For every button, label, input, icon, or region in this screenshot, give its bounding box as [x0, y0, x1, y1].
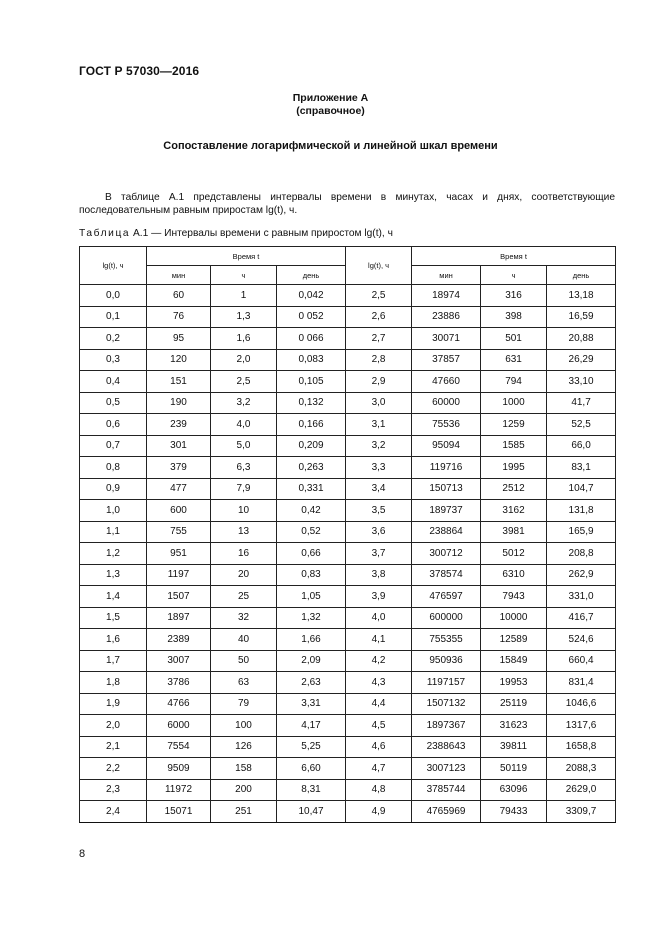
cell-days: 41,7 [547, 392, 616, 414]
cell-hours: 7,9 [211, 478, 277, 500]
cell-hours: 13 [211, 521, 277, 543]
time-intervals-table [79, 246, 616, 823]
cell-days: 0,83 [277, 564, 346, 586]
table-row [80, 521, 616, 543]
cell-lg-value: 2,2 [80, 758, 147, 780]
cell-days: 4,17 [277, 715, 346, 737]
cell-days: 0,083 [277, 349, 346, 371]
table-row [80, 629, 616, 651]
cell-minutes: 238864 [412, 521, 481, 543]
cell-hours: 10 [211, 500, 277, 522]
cell-lg-value: 3,4 [346, 478, 412, 500]
cell-minutes: 476597 [412, 586, 481, 608]
cell-days: 1317,6 [547, 715, 616, 737]
table-row [80, 435, 616, 457]
cell-lg-value: 2,4 [80, 801, 147, 823]
cell-lg-value: 3,9 [346, 586, 412, 608]
cell-hours: 25 [211, 586, 277, 608]
cell-minutes: 1197157 [412, 672, 481, 694]
cell-minutes: 3007 [147, 650, 211, 672]
cell-minutes: 76 [147, 306, 211, 328]
cell-lg-value: 4,4 [346, 693, 412, 715]
cell-minutes: 190 [147, 392, 211, 414]
cell-minutes: 4766 [147, 693, 211, 715]
header-lg-left: lg(t), ч [80, 247, 147, 285]
cell-minutes: 1897 [147, 607, 211, 629]
cell-days: 3309,7 [547, 801, 616, 823]
cell-days: 20,88 [547, 328, 616, 350]
cell-hours: 794 [481, 371, 547, 393]
table-row [80, 457, 616, 479]
cell-minutes: 18974 [412, 285, 481, 307]
cell-lg-value: 0,3 [80, 349, 147, 371]
cell-hours: 1,3 [211, 306, 277, 328]
cell-minutes: 379 [147, 457, 211, 479]
cell-hours: 4,0 [211, 414, 277, 436]
cell-minutes: 4765969 [412, 801, 481, 823]
cell-lg-value: 3,6 [346, 521, 412, 543]
cell-lg-value: 3,5 [346, 500, 412, 522]
cell-minutes: 477 [147, 478, 211, 500]
table-caption [79, 228, 393, 239]
table-row [80, 478, 616, 500]
cell-lg-value: 0,4 [80, 371, 147, 393]
cell-minutes: 300712 [412, 543, 481, 565]
cell-days: 26,29 [547, 349, 616, 371]
cell-days: 1,05 [277, 586, 346, 608]
subheader-min: мин [147, 266, 211, 285]
cell-lg-value: 2,6 [346, 306, 412, 328]
cell-hours: 79433 [481, 801, 547, 823]
cell-hours: 12589 [481, 629, 547, 651]
cell-days: 16,59 [547, 306, 616, 328]
cell-hours: 63 [211, 672, 277, 694]
cell-days: 831,4 [547, 672, 616, 694]
cell-minutes: 3007123 [412, 758, 481, 780]
cell-days: 2629,0 [547, 779, 616, 801]
cell-lg-value: 0,5 [80, 392, 147, 414]
cell-hours: 398 [481, 306, 547, 328]
cell-days: 331,0 [547, 586, 616, 608]
cell-days: 0,105 [277, 371, 346, 393]
cell-days: 165,9 [547, 521, 616, 543]
cell-hours: 40 [211, 629, 277, 651]
cell-lg-value: 4,7 [346, 758, 412, 780]
cell-minutes: 3785744 [412, 779, 481, 801]
cell-days: 6,60 [277, 758, 346, 780]
cell-lg-value: 3,2 [346, 435, 412, 457]
table-row [80, 693, 616, 715]
cell-lg-value: 1,7 [80, 650, 147, 672]
cell-minutes: 30071 [412, 328, 481, 350]
cell-days: 524,6 [547, 629, 616, 651]
cell-lg-value: 1,0 [80, 500, 147, 522]
cell-hours: 1,6 [211, 328, 277, 350]
cell-minutes: 7554 [147, 736, 211, 758]
cell-days: 131,8 [547, 500, 616, 522]
cell-minutes: 95094 [412, 435, 481, 457]
cell-days: 2,63 [277, 672, 346, 694]
cell-hours: 10000 [481, 607, 547, 629]
cell-lg-value: 0,2 [80, 328, 147, 350]
cell-minutes: 1197 [147, 564, 211, 586]
cell-lg-value: 3,0 [346, 392, 412, 414]
cell-lg-value: 3,8 [346, 564, 412, 586]
cell-minutes: 189737 [412, 500, 481, 522]
cell-minutes: 951 [147, 543, 211, 565]
cell-hours: 501 [481, 328, 547, 350]
cell-days: 83,1 [547, 457, 616, 479]
cell-minutes: 1897367 [412, 715, 481, 737]
table-row [80, 758, 616, 780]
cell-hours: 1995 [481, 457, 547, 479]
table-row [80, 650, 616, 672]
cell-minutes: 239 [147, 414, 211, 436]
cell-minutes: 119716 [412, 457, 481, 479]
cell-hours: 126 [211, 736, 277, 758]
cell-hours: 3981 [481, 521, 547, 543]
cell-hours: 31623 [481, 715, 547, 737]
subheader-day: день [547, 266, 616, 285]
table-row [80, 328, 616, 350]
cell-hours: 79 [211, 693, 277, 715]
cell-lg-value: 3,1 [346, 414, 412, 436]
cell-lg-value: 1,8 [80, 672, 147, 694]
table-row [80, 306, 616, 328]
table-row [80, 586, 616, 608]
caption-prefix: Таблица [79, 228, 131, 239]
table-body [80, 285, 616, 823]
cell-minutes: 95 [147, 328, 211, 350]
cell-hours: 1000 [481, 392, 547, 414]
table-row [80, 285, 616, 307]
subheader-hours: ч [211, 266, 277, 285]
appendix-title: Приложение А [292, 92, 369, 104]
cell-lg-value: 1,2 [80, 543, 147, 565]
cell-days: 262,9 [547, 564, 616, 586]
cell-hours: 63096 [481, 779, 547, 801]
cell-days: 1046,6 [547, 693, 616, 715]
cell-lg-value: 2,0 [80, 715, 147, 737]
cell-lg-value: 0,9 [80, 478, 147, 500]
cell-hours: 50119 [481, 758, 547, 780]
cell-days: 2,09 [277, 650, 346, 672]
cell-minutes: 600 [147, 500, 211, 522]
cell-lg-value: 0,7 [80, 435, 147, 457]
cell-days: 1,66 [277, 629, 346, 651]
cell-hours: 2,0 [211, 349, 277, 371]
cell-days: 66,0 [547, 435, 616, 457]
cell-days: 1658,8 [547, 736, 616, 758]
cell-minutes: 755 [147, 521, 211, 543]
cell-days: 660,4 [547, 650, 616, 672]
cell-lg-value: 4,6 [346, 736, 412, 758]
page-number: 8 [79, 848, 86, 860]
cell-minutes: 3786 [147, 672, 211, 694]
cell-minutes: 301 [147, 435, 211, 457]
cell-minutes: 150713 [412, 478, 481, 500]
table-row [80, 801, 616, 823]
header-lg-right: lg(t), ч [346, 247, 412, 285]
header-time-right: Время t [412, 247, 616, 266]
cell-hours: 251 [211, 801, 277, 823]
cell-hours: 2512 [481, 478, 547, 500]
cell-lg-value: 2,3 [80, 779, 147, 801]
cell-days: 208,8 [547, 543, 616, 565]
table-row [80, 392, 616, 414]
cell-minutes: 15071 [147, 801, 211, 823]
cell-hours: 50 [211, 650, 277, 672]
cell-days: 0,209 [277, 435, 346, 457]
cell-hours: 158 [211, 758, 277, 780]
cell-hours: 100 [211, 715, 277, 737]
intro-paragraph: В таблице А.1 представлены интервалы времени в минутах, часах и днях, соответствующие последовательным равным приростам lg(t), ч. [79, 192, 615, 216]
cell-hours: 5012 [481, 543, 547, 565]
cell-lg-value: 0,0 [80, 285, 147, 307]
cell-minutes: 1507 [147, 586, 211, 608]
cell-hours: 200 [211, 779, 277, 801]
table-row [80, 715, 616, 737]
cell-hours: 631 [481, 349, 547, 371]
standard-designation: ГОСТ Р 57030—2016 [79, 64, 200, 78]
cell-days: 10,47 [277, 801, 346, 823]
table-row [80, 543, 616, 565]
cell-hours: 3162 [481, 500, 547, 522]
cell-hours: 2,5 [211, 371, 277, 393]
cell-days: 0,331 [277, 478, 346, 500]
cell-hours: 15849 [481, 650, 547, 672]
cell-days: 2088,3 [547, 758, 616, 780]
cell-hours: 1259 [481, 414, 547, 436]
cell-minutes: 60000 [412, 392, 481, 414]
cell-lg-value: 0,8 [80, 457, 147, 479]
cell-lg-value: 1,5 [80, 607, 147, 629]
cell-hours: 5,0 [211, 435, 277, 457]
cell-minutes: 755355 [412, 629, 481, 651]
cell-days: 8,31 [277, 779, 346, 801]
cell-minutes: 9509 [147, 758, 211, 780]
cell-hours: 39811 [481, 736, 547, 758]
cell-lg-value: 1,4 [80, 586, 147, 608]
cell-lg-value: 3,3 [346, 457, 412, 479]
table-row [80, 779, 616, 801]
cell-hours: 7943 [481, 586, 547, 608]
cell-lg-value: 2,5 [346, 285, 412, 307]
table-row [80, 500, 616, 522]
cell-hours: 25119 [481, 693, 547, 715]
cell-lg-value: 4,9 [346, 801, 412, 823]
table-row [80, 371, 616, 393]
cell-lg-value: 1,6 [80, 629, 147, 651]
cell-hours: 19953 [481, 672, 547, 694]
cell-lg-value: 4,1 [346, 629, 412, 651]
cell-hours: 16 [211, 543, 277, 565]
cell-days: 0,42 [277, 500, 346, 522]
cell-days: 1,32 [277, 607, 346, 629]
cell-minutes: 75536 [412, 414, 481, 436]
cell-hours: 32 [211, 607, 277, 629]
cell-days: 0,132 [277, 392, 346, 414]
cell-minutes: 120 [147, 349, 211, 371]
cell-minutes: 23886 [412, 306, 481, 328]
appendix-subtitle: (справочное) [296, 105, 365, 117]
subheader-min: мин [412, 266, 481, 285]
cell-minutes: 6000 [147, 715, 211, 737]
cell-days: 0,166 [277, 414, 346, 436]
cell-days: 0,042 [277, 285, 346, 307]
cell-minutes: 600000 [412, 607, 481, 629]
cell-lg-value: 1,9 [80, 693, 147, 715]
cell-minutes: 2389 [147, 629, 211, 651]
cell-minutes: 378574 [412, 564, 481, 586]
table-row [80, 736, 616, 758]
cell-days: 0,66 [277, 543, 346, 565]
cell-days: 3,31 [277, 693, 346, 715]
cell-days: 5,25 [277, 736, 346, 758]
cell-hours: 1585 [481, 435, 547, 457]
cell-lg-value: 2,9 [346, 371, 412, 393]
cell-days: 0,52 [277, 521, 346, 543]
cell-hours: 316 [481, 285, 547, 307]
cell-hours: 20 [211, 564, 277, 586]
section-heading: Сопоставление логарифмической и линейной шкал времени [163, 140, 498, 152]
cell-lg-value: 2,8 [346, 349, 412, 371]
cell-minutes: 60 [147, 285, 211, 307]
cell-minutes: 37857 [412, 349, 481, 371]
cell-minutes: 950936 [412, 650, 481, 672]
cell-lg-value: 0,6 [80, 414, 147, 436]
cell-lg-value: 2,7 [346, 328, 412, 350]
cell-lg-value: 4,5 [346, 715, 412, 737]
cell-hours: 3,2 [211, 392, 277, 414]
cell-lg-value: 4,0 [346, 607, 412, 629]
cell-hours: 6,3 [211, 457, 277, 479]
cell-lg-value: 3,7 [346, 543, 412, 565]
cell-hours: 6310 [481, 564, 547, 586]
cell-days: 416,7 [547, 607, 616, 629]
table-row [80, 349, 616, 371]
cell-lg-value: 2,1 [80, 736, 147, 758]
cell-lg-value: 0,1 [80, 306, 147, 328]
cell-lg-value: 1,3 [80, 564, 147, 586]
header-time-left: Время t [147, 247, 346, 266]
cell-minutes: 1507132 [412, 693, 481, 715]
cell-days: 0 052 [277, 306, 346, 328]
cell-days: 104,7 [547, 478, 616, 500]
subheader-day: день [277, 266, 346, 285]
cell-days: 0 066 [277, 328, 346, 350]
cell-minutes: 2388643 [412, 736, 481, 758]
cell-hours: 1 [211, 285, 277, 307]
cell-lg-value: 4,3 [346, 672, 412, 694]
cell-lg-value: 4,8 [346, 779, 412, 801]
table-row [80, 672, 616, 694]
cell-lg-value: 1,1 [80, 521, 147, 543]
cell-lg-value: 4,2 [346, 650, 412, 672]
cell-minutes: 151 [147, 371, 211, 393]
table-row [80, 607, 616, 629]
cell-minutes: 11972 [147, 779, 211, 801]
cell-days: 33,10 [547, 371, 616, 393]
cell-days: 52,5 [547, 414, 616, 436]
subheader-hours: ч [481, 266, 547, 285]
cell-minutes: 47660 [412, 371, 481, 393]
caption-text: А.1 — Интервалы времени с равным приростом lg(t), ч [130, 228, 393, 239]
table-row [80, 564, 616, 586]
table-row [80, 414, 616, 436]
cell-days: 13,18 [547, 285, 616, 307]
cell-days: 0,263 [277, 457, 346, 479]
